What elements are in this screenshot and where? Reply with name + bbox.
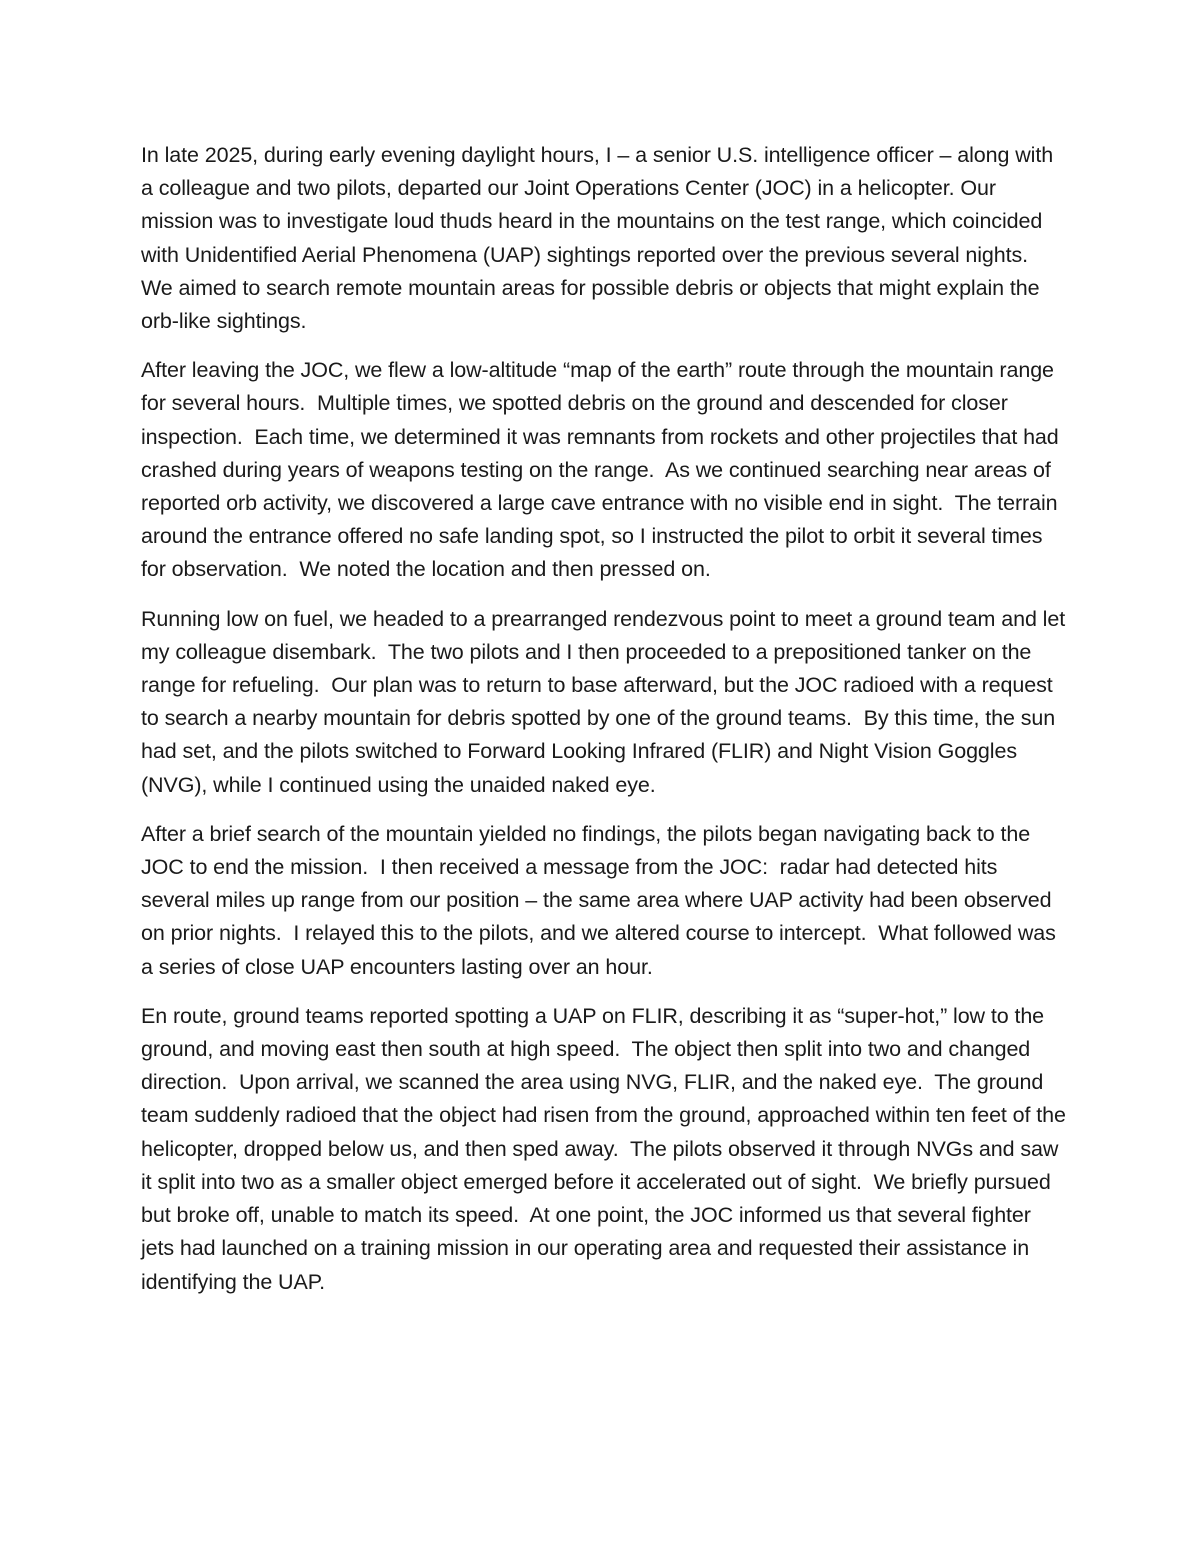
paragraph-3: Running low on fuel, we headed to a prearranged rendezvous point to meet a ground team and let my colleague disembark. The two pilots and I then proceeded to a prepositioned tanker on the range for refueling. Our plan was to return to base afterward, but the JOC radioed with a request to search a nearby mountain for debris spotted by one of the ground teams. By this time, the sun had set, and the pilots switched to Forward Looking Infrared (FLIR) and Night Vision Goggles (NVG), while I continued using the unaided naked eye. xyxy=(141,606,1071,797)
document-body xyxy=(141,139,1072,1315)
paragraph-1: In late 2025, during early evening daylight hours, I – a senior U.S. intelligence officer – along with a colleague and two pilots, departed our Joint Operations Center (JOC) in a helicopter. Our mission was to investigate loud thuds heard in the mountains on the test range, which coincided with Unidentified Aerial Phenomena (UAP) sightings reported over the previous several nights. We aimed to search remote mountain areas for possible debris or objects that might explain the orb-like sightings. xyxy=(141,143,1059,334)
paragraph-4: After a brief search of the mountain yielded no findings, the pilots began navigating back to the JOC to end the mission. I then received a message from the JOC: radar had detected hits several miles up range from our position – the same area where UAP activity had been observed on prior nights. I relayed this to the pilots, and we altered course to intercept. What followed was a series of close UAP encounters lasting over an hour. xyxy=(141,821,1062,979)
paragraph-2: After leaving the JOC, we flew a low-altitude “map of the earth” route through the mountain range for several hours. Multiple times, we spotted debris on the ground and descended for closer inspection. Each time, we determined it was remnants from rockets and other projectiles that had crashed during years of weapons testing on the range. As we continued searching near areas of reported orb activity, we discovered a large cave entrance with no visible end in sight. The terrain around the entrance offered no safe landing spot, so I instructed the pilot to orbit it several times for observation. We noted the location and then pressed on. xyxy=(141,358,1065,582)
paragraph-5: En route, ground teams reported spotting a UAP on FLIR, describing it as “super-hot,” low to the ground, and moving east then south at high speed. The object then split into two and changed direction. Upon arrival, we scanned the area using NVG, FLIR, and the naked eye. The ground team suddenly radioed that the object had risen from the ground, approached within ten feet of the helicopter, dropped below us, and then sped away. The pilots observed it through NVGs and saw it split into two as a smaller object emerged before it accelerated out of sight. We briefly pursued but broke off, unable to match its speed. At one point, the JOC informed us that several fighter jets had launched on a training mission in our operating area and requested their assistance in identifying the UAP. xyxy=(141,1003,1072,1294)
